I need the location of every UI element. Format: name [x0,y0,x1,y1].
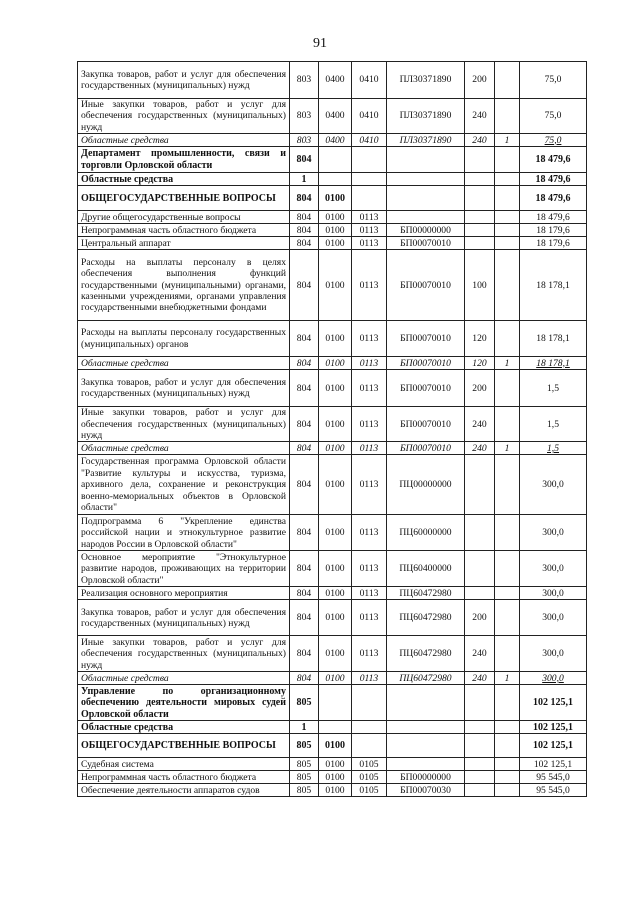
row-code-glava: 804 [290,211,319,224]
row-code-glava: 804 [290,224,319,237]
row-code-glava: 1 [290,721,319,734]
row-code-target [387,734,465,758]
row-code-glava: 804 [290,636,319,672]
row-name: Иные закупки товаров, работ и услуг для обеспечения государственных (муниципальных) нужд [78,99,290,134]
row-code-source [495,62,520,99]
table-row [78,515,587,551]
row-code-razdel: 0400 [319,99,352,134]
table-row [78,551,587,587]
row-name: Подпрограмма 6 "Укрепление единства российской нации и этнокультурное развитие народов России в Орловской области" [78,515,290,551]
table-row [78,250,587,321]
row-code-expense-type: 240 [465,99,495,134]
row-code-expense-type: 100 [465,250,495,321]
row-code-podrazdel: 0113 [352,407,387,442]
row-code-expense-type: 240 [465,442,495,455]
row-code-glava: 804 [290,600,319,636]
row-code-expense-type [465,734,495,758]
row-code-razdel: 0100 [319,551,352,587]
row-code-source [495,211,520,224]
row-amount: 300,0 [520,515,587,551]
row-code-podrazdel: 0113 [352,515,387,551]
row-name: Управление по организационному обеспечению деятельности мировых судей Орловской области [78,685,290,721]
row-code-target: БП00000000 [387,224,465,237]
row-code-source [495,515,520,551]
row-code-target: БП00070010 [387,442,465,455]
row-code-source [495,186,520,211]
row-code-target: ПЦ00000000 [387,455,465,515]
row-code-razdel: 0100 [319,237,352,250]
row-amount: 102 125,1 [520,685,587,721]
row-code-expense-type [465,173,495,186]
row-code-glava: 803 [290,134,319,147]
row-name: Департамент промышленности, связи и торговли Орловской области [78,147,290,173]
row-code-source [495,224,520,237]
row-code-razdel: 0400 [319,62,352,99]
row-code-glava: 804 [290,321,319,357]
row-amount: 18 179,6 [520,237,587,250]
row-code-expense-type [465,186,495,211]
table-row [78,211,587,224]
row-code-razdel: 0100 [319,357,352,370]
table-row [78,407,587,442]
row-code-podrazdel [352,147,387,173]
row-code-source [495,551,520,587]
row-code-expense-type: 240 [465,636,495,672]
row-code-source [495,721,520,734]
row-code-razdel: 0100 [319,600,352,636]
row-code-expense-type [465,551,495,587]
row-code-expense-type [465,224,495,237]
row-amount: 102 125,1 [520,721,587,734]
budget-table [77,61,587,797]
table-row [78,357,587,370]
row-code-glava: 805 [290,685,319,721]
row-code-podrazdel: 0113 [352,442,387,455]
row-amount: 75,0 [520,134,587,147]
table-row [78,442,587,455]
row-code-razdel: 0100 [319,224,352,237]
table-body [78,62,587,797]
row-amount: 300,0 [520,551,587,587]
row-name: Непрограммная часть областного бюджета [78,771,290,784]
row-code-razdel: 0100 [319,672,352,685]
row-code-expense-type [465,237,495,250]
row-code-glava: 804 [290,587,319,600]
row-code-target [387,186,465,211]
row-code-razdel: 0100 [319,407,352,442]
row-code-expense-type: 200 [465,600,495,636]
row-name: ОБЩЕГОСУДАРСТВЕННЫЕ ВОПРОСЫ [78,734,290,758]
row-code-expense-type [465,685,495,721]
row-name: Закупка товаров, работ и услуг для обеспечения государственных (муниципальных) нужд [78,600,290,636]
row-amount: 1,5 [520,370,587,407]
row-code-podrazdel [352,173,387,186]
row-code-target: ПЦ60400000 [387,551,465,587]
row-code-podrazdel [352,685,387,721]
row-code-razdel: 0100 [319,636,352,672]
row-amount: 1,5 [520,442,587,455]
row-code-expense-type [465,515,495,551]
row-code-glava: 804 [290,186,319,211]
row-code-target [387,147,465,173]
row-code-podrazdel: 0113 [352,357,387,370]
row-code-expense-type [465,758,495,771]
row-code-source [495,250,520,321]
row-code-podrazdel: 0410 [352,134,387,147]
row-name: Расходы на выплаты персоналу в целях обеспечения выполнения функций государственными (муниципальными) органами, казенными учреждениями, органами управления государственными внебюджетными фондами [78,250,290,321]
row-code-target: ПЛ30371890 [387,99,465,134]
row-code-source [495,370,520,407]
row-amount: 18 479,6 [520,147,587,173]
table-row [78,600,587,636]
row-name: Непрограммная часть областного бюджета [78,224,290,237]
row-code-expense-type: 240 [465,407,495,442]
row-code-target: ПЛ30371890 [387,134,465,147]
row-name: Областные средства [78,134,290,147]
table-row [78,370,587,407]
table-row [78,587,587,600]
row-name: ОБЩЕГОСУДАРСТВЕННЫЕ ВОПРОСЫ [78,186,290,211]
row-code-source: 1 [495,357,520,370]
row-amount: 18 479,6 [520,173,587,186]
row-code-glava: 805 [290,758,319,771]
row-name: Обеспечение деятельности аппаратов судов [78,784,290,797]
row-code-expense-type [465,587,495,600]
row-code-target: ПЛ30371890 [387,62,465,99]
row-code-source [495,685,520,721]
row-code-glava: 804 [290,237,319,250]
row-code-glava: 805 [290,734,319,758]
row-code-glava: 1 [290,173,319,186]
table-row [78,758,587,771]
row-code-razdel: 0100 [319,442,352,455]
row-code-expense-type: 200 [465,62,495,99]
row-amount: 18 479,6 [520,186,587,211]
row-code-razdel: 0100 [319,186,352,211]
row-amount: 18 179,6 [520,224,587,237]
row-code-razdel: 0100 [319,321,352,357]
row-amount: 75,0 [520,99,587,134]
row-code-source: 1 [495,442,520,455]
row-code-source [495,321,520,357]
row-amount: 300,0 [520,600,587,636]
row-code-expense-type [465,771,495,784]
table-row [78,186,587,211]
row-code-expense-type: 120 [465,357,495,370]
row-code-glava: 805 [290,784,319,797]
row-code-target [387,685,465,721]
row-code-podrazdel: 0113 [352,224,387,237]
table-row [78,784,587,797]
row-name: Областные средства [78,721,290,734]
row-code-glava: 804 [290,250,319,321]
table-row [78,173,587,186]
row-code-podrazdel: 0113 [352,600,387,636]
row-code-source: 1 [495,134,520,147]
row-amount: 300,0 [520,587,587,600]
row-code-podrazdel: 0105 [352,771,387,784]
table-row [78,685,587,721]
row-code-razdel: 0100 [319,758,352,771]
row-code-source [495,600,520,636]
row-code-target: БП00070010 [387,237,465,250]
row-name: Другие общегосударственные вопросы [78,211,290,224]
table-row [78,147,587,173]
row-amount: 102 125,1 [520,758,587,771]
row-code-target: БП00070010 [387,321,465,357]
row-code-source [495,771,520,784]
row-code-source [495,587,520,600]
row-code-expense-type: 240 [465,134,495,147]
row-code-glava: 805 [290,771,319,784]
row-code-podrazdel: 0410 [352,99,387,134]
row-name: Областные средства [78,442,290,455]
row-code-target: БП00070010 [387,407,465,442]
table-row [78,636,587,672]
row-code-glava: 804 [290,442,319,455]
row-amount: 300,0 [520,636,587,672]
row-name: Иные закупки товаров, работ и услуг для обеспечения государственных (муниципальных) нужд [78,636,290,672]
page-number: 91 [313,36,327,51]
row-amount: 95 545,0 [520,771,587,784]
row-code-expense-type [465,147,495,173]
row-code-source [495,734,520,758]
row-code-razdel: 0100 [319,587,352,600]
row-code-expense-type: 200 [465,370,495,407]
row-amount: 18 178,1 [520,321,587,357]
row-code-source [495,147,520,173]
row-code-razdel: 0100 [319,784,352,797]
table-row [78,455,587,515]
row-code-podrazdel: 0113 [352,636,387,672]
row-code-glava: 804 [290,672,319,685]
row-code-glava: 804 [290,370,319,407]
row-code-podrazdel: 0113 [352,551,387,587]
row-code-glava: 804 [290,407,319,442]
row-amount: 75,0 [520,62,587,99]
row-code-podrazdel: 0113 [352,370,387,407]
row-code-target: БП00070010 [387,250,465,321]
table-row [78,237,587,250]
row-code-source [495,758,520,771]
row-name: Основное мероприятие "Этнокультурное развитие народов, проживающих на территории Орловской области" [78,551,290,587]
row-name: Судебная система [78,758,290,771]
row-code-podrazdel: 0113 [352,672,387,685]
table-row [78,321,587,357]
row-code-razdel: 0100 [319,250,352,321]
row-code-podrazdel: 0410 [352,62,387,99]
row-code-podrazdel: 0105 [352,758,387,771]
row-code-podrazdel: 0113 [352,455,387,515]
row-code-razdel: 0100 [319,515,352,551]
row-amount: 300,0 [520,672,587,685]
row-name: Государственная программа Орловской области "Развитие культуры и искусства, туризма, архивного дела, сохранение и реконструкция военно-мемориальных объектов в Орловской области" [78,455,290,515]
table-row [78,734,587,758]
row-name: Областные средства [78,173,290,186]
row-code-podrazdel [352,734,387,758]
row-code-source [495,407,520,442]
row-code-target: БП00070010 [387,370,465,407]
row-code-podrazdel: 0113 [352,237,387,250]
row-name: Закупка товаров, работ и услуг для обеспечения государственных (муниципальных) нужд [78,62,290,99]
table-row [78,62,587,99]
row-code-source [495,455,520,515]
row-code-source [495,237,520,250]
row-code-razdel [319,685,352,721]
row-code-razdel [319,721,352,734]
row-code-podrazdel: 0113 [352,211,387,224]
row-code-expense-type [465,784,495,797]
row-code-razdel [319,173,352,186]
row-code-glava: 804 [290,551,319,587]
row-amount: 102 125,1 [520,734,587,758]
row-amount: 18 178,1 [520,250,587,321]
row-code-razdel: 0100 [319,370,352,407]
row-amount: 95 545,0 [520,784,587,797]
row-code-glava: 804 [290,515,319,551]
row-amount: 1,5 [520,407,587,442]
row-code-podrazdel: 0113 [352,321,387,357]
row-amount: 18 178,1 [520,357,587,370]
row-code-razdel: 0100 [319,455,352,515]
row-code-target [387,758,465,771]
row-code-source [495,173,520,186]
row-code-target: ПЦ60472980 [387,600,465,636]
row-name: Областные средства [78,672,290,685]
row-code-podrazdel: 0113 [352,587,387,600]
row-code-podrazdel [352,721,387,734]
row-amount: 18 479,6 [520,211,587,224]
table-row [78,721,587,734]
row-code-target: БП00070030 [387,784,465,797]
row-code-source: 1 [495,672,520,685]
row-code-razdel [319,147,352,173]
row-code-podrazdel: 0113 [352,250,387,321]
row-code-razdel: 0100 [319,771,352,784]
row-code-podrazdel [352,186,387,211]
row-code-razdel: 0100 [319,734,352,758]
table-row [78,134,587,147]
row-code-target: ПЦ60000000 [387,515,465,551]
row-code-glava: 803 [290,99,319,134]
table-row [78,771,587,784]
row-code-expense-type [465,211,495,224]
row-code-razdel: 0400 [319,134,352,147]
row-code-glava: 804 [290,455,319,515]
row-code-expense-type [465,455,495,515]
row-code-target: ПЦ60472980 [387,587,465,600]
row-code-glava: 804 [290,147,319,173]
row-code-target [387,173,465,186]
row-code-glava: 804 [290,357,319,370]
row-code-source [495,99,520,134]
row-code-expense-type: 240 [465,672,495,685]
table-row [78,224,587,237]
row-code-target: ПЦ60472980 [387,636,465,672]
row-code-target: ПЦ60472980 [387,672,465,685]
row-code-razdel: 0100 [319,211,352,224]
row-code-glava: 803 [290,62,319,99]
row-code-expense-type [465,721,495,734]
row-code-source [495,784,520,797]
row-code-target: БП00000000 [387,771,465,784]
row-name: Областные средства [78,357,290,370]
row-name: Закупка товаров, работ и услуг для обеспечения государственных (муниципальных) нужд [78,370,290,407]
row-name: Реализация основного мероприятия [78,587,290,600]
row-name: Центральный аппарат [78,237,290,250]
row-code-target [387,211,465,224]
table-row [78,672,587,685]
row-name: Расходы на выплаты персоналу государственных (муниципальных) органов [78,321,290,357]
row-amount: 300,0 [520,455,587,515]
row-code-podrazdel: 0105 [352,784,387,797]
row-code-expense-type: 120 [465,321,495,357]
row-name: Иные закупки товаров, работ и услуг для обеспечения государственных (муниципальных) нужд [78,407,290,442]
row-code-source [495,636,520,672]
row-code-target [387,721,465,734]
row-code-target: БП00070010 [387,357,465,370]
table-row [78,99,587,134]
